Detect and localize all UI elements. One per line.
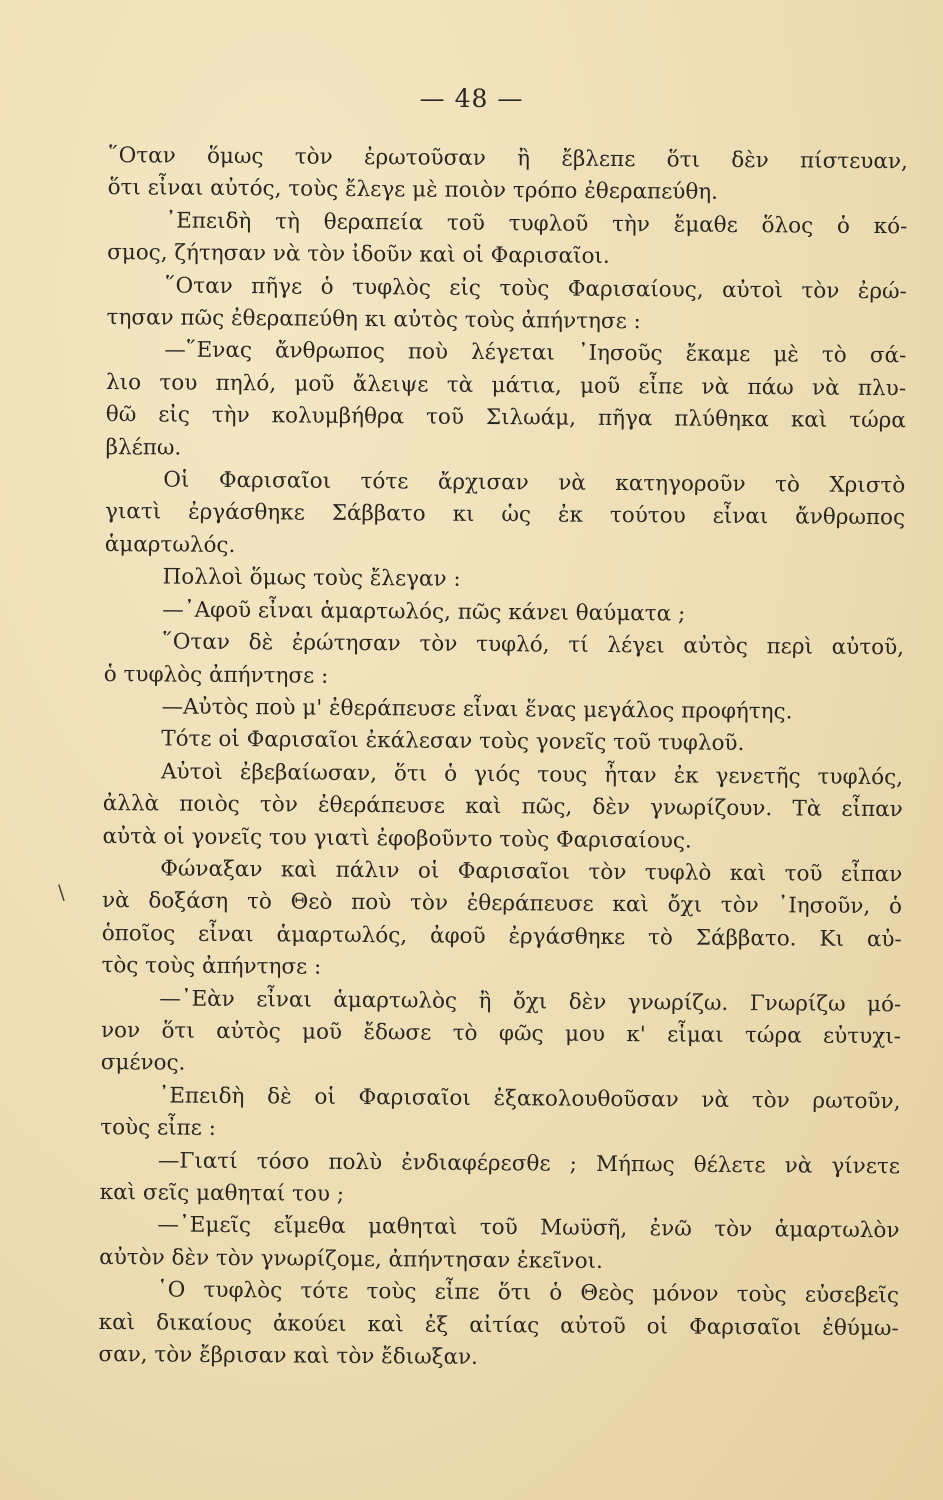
text-line: —Γιατί τόσο πολὺ ἐνδιαφέρεσθε ; Μήπως θέλετε νὰ γίνετε <box>157 1148 901 1179</box>
text-line: τησαν πῶς ἐθεραπεύθη κι αὐτὸς τοὺς ἀπήντησε : <box>106 305 641 335</box>
text-line: ᾿Επειδὴ τὴ θεραπεία τοῦ τυφλοῦ τὴν ἔμαθε ὅλος ὁ κό- <box>165 208 908 240</box>
paragraph <box>102 756 903 859</box>
text-line: —῞Ενας ἄνθρωπος ποὺ λέγεται ᾿Ιησοῦς ἔκαμε μὲ τὸ σά- <box>164 337 907 369</box>
paragraph <box>101 853 902 989</box>
text-line: Οἱ Φαρισαῖοι τότε ἄρχισαν νὰ κατηγοροῦν τὸ Χριστὸ <box>163 467 906 499</box>
text-line: νον ὅτι αὐτὸς μοῦ ἔδωσε τὸ φῶς μου κ' εἶμαι τώρα εὐτυχι- <box>100 1017 902 1050</box>
text-line: νὰ δοξάση τὸ Θεὸ ποὺ τὸν ἐθεράπευσε καὶ ὄχι τὸν ᾿Ιησοῦν, ὁ <box>101 888 903 920</box>
text-line: σμος, ζήτησαν νὰ τὸν ἰδοῦν καὶ οἱ Φαρισαῖοι. <box>107 240 610 270</box>
body-text <box>98 140 908 1378</box>
text-line: γιατὶ ἐργάσθηκε Σάββατο κι ὡς ἐκ τούτου εἶναι ἄνθρωπος <box>104 499 906 531</box>
text-line: —᾿Εὰν εἶναι ἁμαρτωλὸς ἢ ὄχι δὲν γνωρίζω. Γνωρίζω μό- <box>159 985 902 1017</box>
text-line: ῞Οταν πῆγε ὁ τυφλὸς εἰς τοὺς Φαρισαίους, αὐτοὶ τὸν ἐρώ- <box>164 273 907 304</box>
text-line: λιο του πηλό, μοῦ ἄλειψε τὰ μάτια, μοῦ εἶπε νὰ πάω νὰ πλυ- <box>105 369 907 402</box>
text-line: ᾿Επειδὴ δὲ οἱ Φαρισαῖοι ἐξακολουθοῦσαν νὰ τὸν ρωτοῦν, <box>158 1083 901 1115</box>
text-line: ῞Οταν δὲ ἐρώτησαν τὸν τυφλό, τί λέγει αὐτὸς περὶ αὐτοῦ, <box>161 629 905 661</box>
paragraph <box>101 983 902 1086</box>
text-line: ὅτι εἶναι αὐτός, τοὺς ἔλεγε μὲ ποιὸν τρόπο ἐθεραπεύθη. <box>107 175 719 206</box>
text-line: ῾Ο τυφλὸς τότε τοὺς εἶπε ὅτι ὁ Θεὸς μόνον τοὺς εὐσεβεῖς <box>156 1277 900 1309</box>
paragraph <box>107 205 907 276</box>
paragraph <box>98 1274 899 1377</box>
paragraph <box>100 1080 900 1151</box>
text-line: σμένος. <box>100 1050 186 1077</box>
paragraph <box>105 334 906 470</box>
paragraph <box>105 464 906 567</box>
text-line: ἀλλὰ ποιὸς τὸν ἐθεράπευσε καὶ πῶς, δὲν γνωρίζουν. Τὰ εἶπαν <box>102 791 903 823</box>
paragraph <box>107 140 907 211</box>
text-line: Τότε οἱ Φαρισαῖοι ἐκάλεσαν τοὺς γονεῖς τοῦ τυφλοῦ. <box>161 726 745 757</box>
text-line: θῶ εἰς τὴν κολυμβήθρα τοῦ Σιλωάμ, πῆγα πλύθηκα καὶ τώρα <box>105 402 906 434</box>
text-line: σαν, τὸν ἔβρισαν καὶ τὸν ἔδιωξαν. <box>98 1341 479 1370</box>
paragraph <box>99 1209 899 1280</box>
page-number: — 48 — <box>419 84 524 113</box>
text-line: τοὺς εἶπε : <box>100 1115 217 1142</box>
text-line: τὸς τοὺς ἀπήντησε : <box>101 953 322 980</box>
text-line: Πολλοὶ ὅμως τοὺς ἔλεγαν : <box>162 564 461 593</box>
paragraph <box>100 1145 900 1216</box>
paragraph <box>106 270 906 341</box>
text-line: καὶ δικαίους ἀκούει καὶ ἐξ αἰτίας αὐτοῦ οἱ Φαρισαῖοι ἐθύμω- <box>98 1309 899 1341</box>
text-line: Αὐτοὶ ἐβεβαίωσαν, ὅτι ὁ γιός τους ἦταν ἐκ γενετῆς τυφλός, <box>160 759 904 790</box>
ink-mark: \ <box>58 880 65 904</box>
text-line: ἁμαρτωλός. <box>104 531 236 558</box>
paragraph <box>104 626 904 697</box>
text-line: ὁποῖος εἶναι ἁμαρτωλός, ἀφοῦ ἐργάσθηκε τὸ Σάββατο. Κι αὐ- <box>101 920 902 953</box>
text-line: αὐτὰ οἱ γονεῖς του γιατὶ ἐφοβοῦντο τοὺς Φαρισαίους. <box>102 823 692 854</box>
text-line: αὐτὸν δὲν τὸν γνωρίζομε, ἀπήντησαν ἐκεῖνοι. <box>99 1244 603 1274</box>
text-line: —᾿Εμεῖς εἴμεθα μαθηταὶ τοῦ Μωϋσῆ, ἐνῶ τὸν ἁμαρτωλὸν <box>157 1212 900 1244</box>
text-line: ῞Οταν ὅμως τὸν ἐρωτοῦσαν ἢ ἔβλεπε ὅτι δὲν πίστευαν, <box>107 142 908 175</box>
text-line: —᾿Αφοῦ εἶναι ἁμαρτωλός, πῶς κάνει θαύματα ; <box>162 597 686 627</box>
text-line: ὁ τυφλὸς ἀπήντησε : <box>103 661 329 689</box>
text-line: βλέπω. <box>105 434 182 461</box>
text-line: —Αὐτὸς ποὺ μ' ἐθεράπευσε εἶναι ἕνας μεγάλος προφήτης. <box>161 694 793 725</box>
text-line: Φώναξαν καὶ πάλιν οἱ Φαρισαῖοι τὸν τυφλὸ καὶ τοῦ εἶπαν <box>160 856 903 888</box>
text-line: καὶ σεῖς μαθηταί του ; <box>99 1179 345 1207</box>
